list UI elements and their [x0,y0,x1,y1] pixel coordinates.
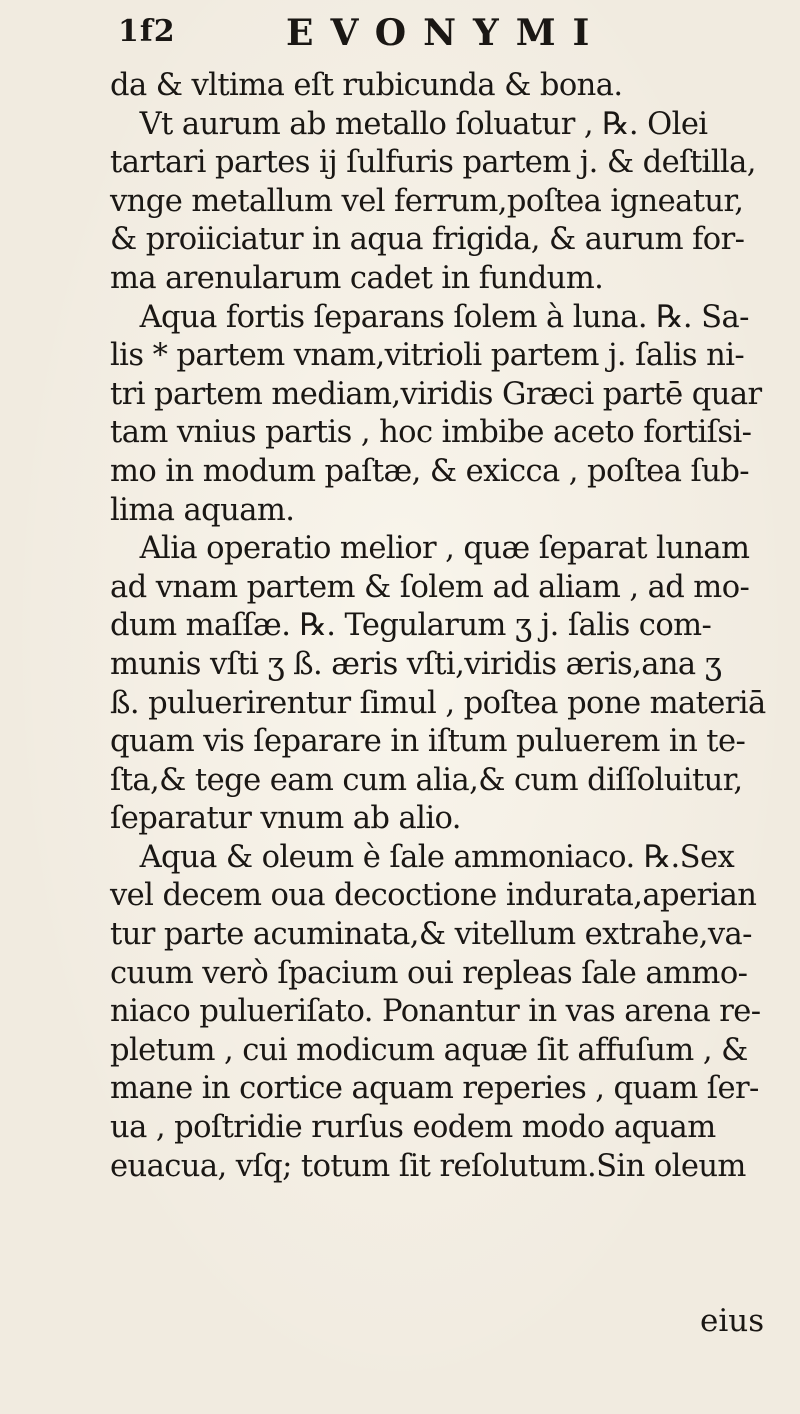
page-header [118,10,718,58]
text-line: dum maſſæ. ℞. Tegularum ʒ j. ſalis com- [110,607,712,644]
text-line: vnge metallum vel ferrum,poſtea igneatur, [110,182,744,219]
running-title: EVONYMI [286,12,607,54]
text-line: Aqua & oleum è ſale ammoniaco. ℞.Sex [139,838,735,875]
text-line: Alia operatio melior , quæ ſeparat lunam [139,530,750,567]
text-line: ua , poſtridie rurſus eodem modo aquam [110,1109,716,1146]
text-line: & proiiciatur in aqua frigida, & aurum for- [110,221,745,258]
text-line: tam vnius partis , hoc imbibe aceto fortiſsi- [110,414,752,451]
text-line: lima aquam. [110,491,295,528]
text-line: pletum , cui modicum aquæ ſit affuſum , & [110,1031,748,1068]
text-line: ſeparatur vnum ab alio. [110,800,461,837]
page-number: 1f2 [118,14,176,49]
catchword: eius [700,1303,765,1339]
text-line: ad vnam partem & ſolem ad aliam , ad mo- [110,568,750,605]
text-line: ſta,& tege eam cum alia,& cum diſſoluitur, [110,761,743,798]
text-line: da & vltima eſt rubicunda & bona. [110,67,623,103]
text-line: niaco pulueriſato. Ponantur in vas arena re- [110,993,761,1030]
text-line: tartari partes ij ſulfuris partem j. & deſtilla, [110,144,756,181]
text-line: vel decem oua decoctione indurata,aperian [110,877,757,914]
text-line: Aqua fortis ſeparans ſolem à luna. ℞. Sa- [139,298,749,335]
text-line: mane in cortice aquam reperies , quam ſer- [110,1070,759,1107]
text-line: mo in modum paſtæ, & exicca , poſtea ſub- [110,452,750,489]
body-text [110,66,800,1185]
text-line: tri partem mediam,viridis Græci partē quar [110,375,762,412]
text-line: Vt aurum ab metallo ſoluatur , ℞. Olei [139,105,708,142]
text-line: cuum verò ſpacium oui repleas ſale ammo- [110,954,748,991]
text-line: ma arenularum cadet in fundum. [110,259,604,296]
text-line: ß. puluerirentur ſimul , poſtea pone materiā [110,684,766,721]
text-line: euacua, vſq; totum ſit reſolutum.Sin oleum [110,1147,746,1184]
text-line: munis vſti ʒ ß. æris vſti,viridis æris,ana ʒ [110,645,722,682]
text-line: quam vis ſeparare in iſtum puluerem in te- [110,723,746,760]
text-line: tur parte acuminata,& vitellum extrahe,va- [110,916,752,953]
text-line: lis * partem vnam,vitrioli partem j. ſalis ni- [110,337,745,374]
